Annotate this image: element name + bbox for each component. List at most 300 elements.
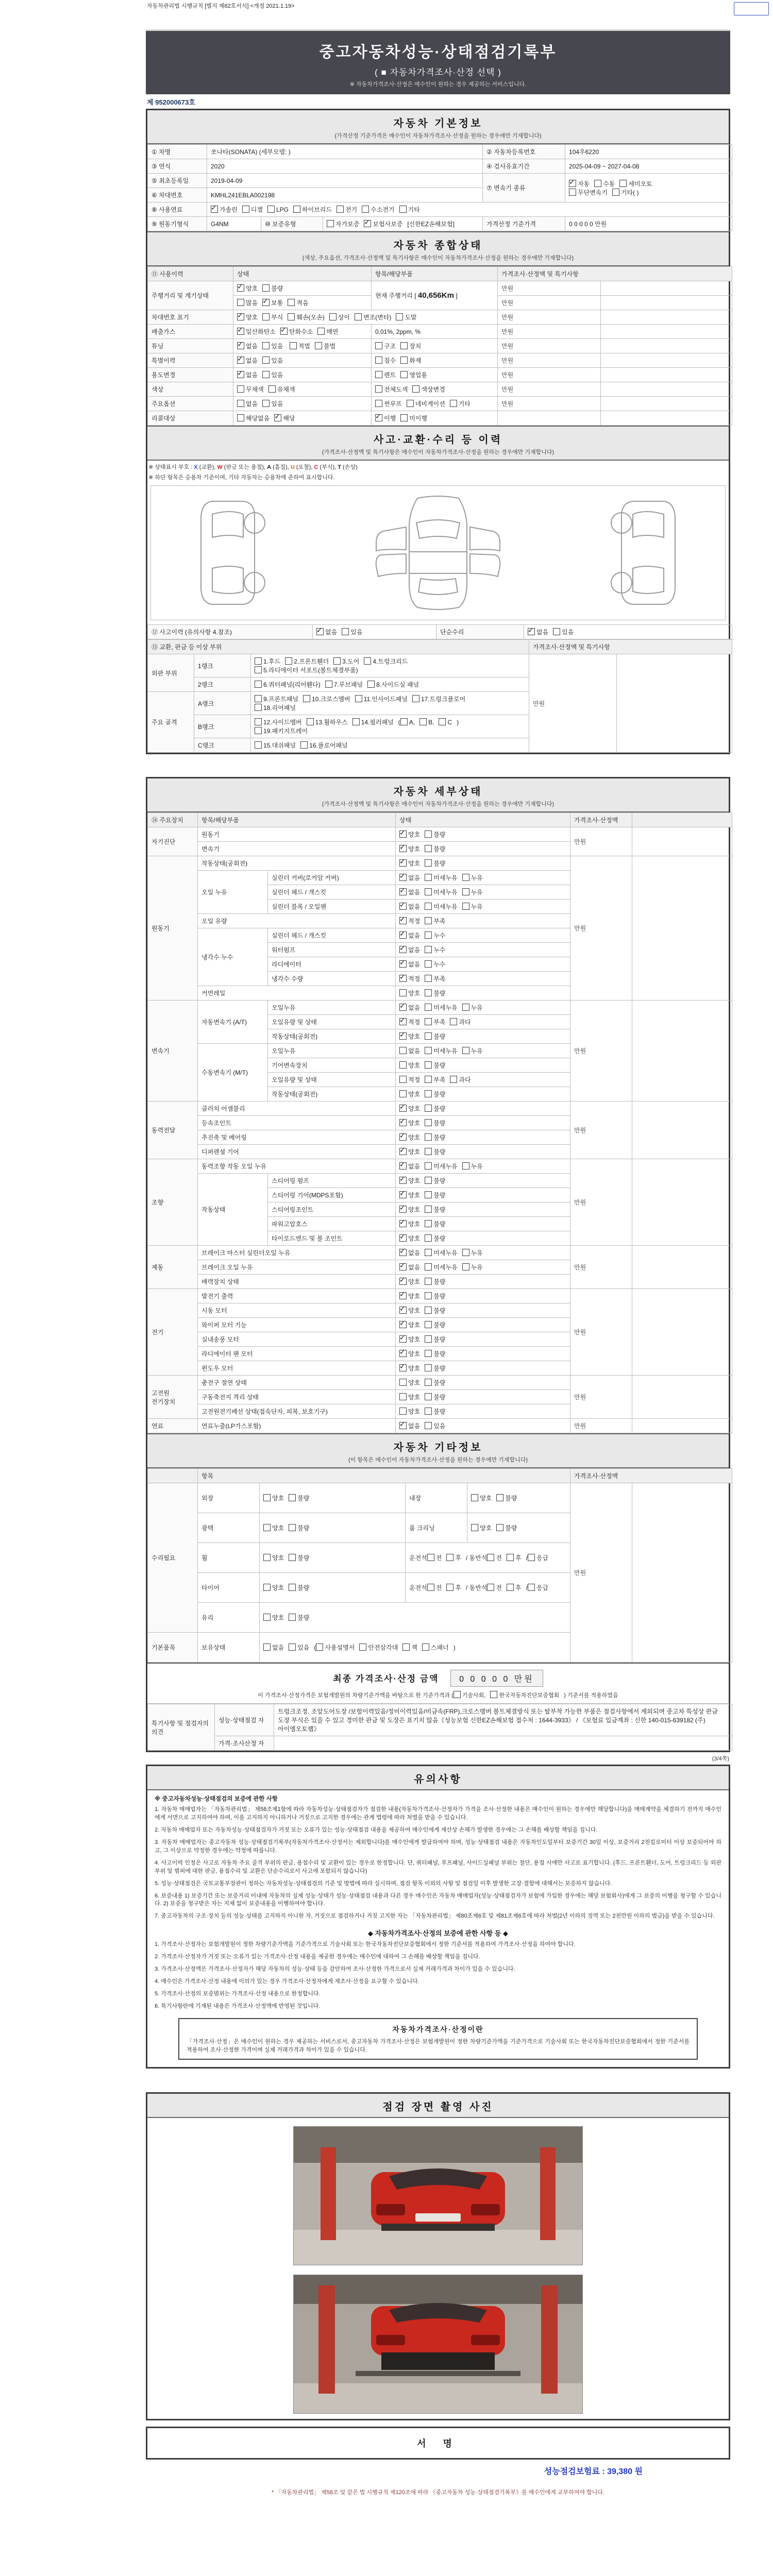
checkbox[interactable] <box>364 657 371 665</box>
checkbox-label: 디젤 <box>250 206 263 213</box>
checkbox[interactable] <box>399 1393 407 1400</box>
checkbox[interactable] <box>355 695 362 702</box>
table-cell: 색상 <box>148 382 233 397</box>
checkbox-label: 없음 <box>408 1422 421 1430</box>
table-cell: A랭크 <box>194 692 251 715</box>
checkbox[interactable] <box>507 1554 514 1561</box>
table-cell: 내장 <box>406 1483 467 1513</box>
checkbox[interactable] <box>399 1321 407 1328</box>
checkbox[interactable] <box>412 695 419 702</box>
checkbox-label: 양호 <box>408 1235 421 1242</box>
checkbox[interactable] <box>425 1234 432 1242</box>
checkbox[interactable] <box>507 1584 514 1591</box>
car-top-view-diagram <box>361 491 515 615</box>
checkbox[interactable] <box>399 931 407 939</box>
checkbox[interactable] <box>237 414 244 421</box>
table-cell <box>251 692 529 715</box>
checkbox[interactable] <box>399 960 407 968</box>
table-cell <box>233 353 372 368</box>
checkbox-label: 5.라디에이터 서포트(볼트체결부품) <box>263 667 358 674</box>
checkbox[interactable] <box>490 1691 497 1698</box>
table-cell <box>632 1159 732 1246</box>
column-header: 상태 <box>396 813 570 827</box>
checkbox[interactable] <box>528 1554 535 1561</box>
checkbox[interactable] <box>316 628 324 635</box>
checkbox[interactable] <box>400 357 408 364</box>
checkbox[interactable] <box>450 400 457 407</box>
checkbox[interactable] <box>425 1408 432 1415</box>
checkbox[interactable] <box>399 1263 407 1270</box>
checkbox[interactable] <box>487 1584 494 1591</box>
checkbox[interactable] <box>425 1076 432 1083</box>
checkbox[interactable] <box>446 1584 453 1591</box>
checkbox[interactable] <box>289 1643 296 1651</box>
checkbox[interactable] <box>399 1408 407 1415</box>
checkbox[interactable] <box>425 874 432 881</box>
checkbox[interactable] <box>425 1032 432 1040</box>
checkbox[interactable] <box>422 1643 429 1651</box>
page-marker: (3/4쪽) <box>712 1756 729 1762</box>
checkbox[interactable] <box>289 1554 296 1561</box>
checkbox-label: 불량 <box>433 1321 446 1329</box>
checkbox[interactable] <box>425 1047 432 1054</box>
checkbox[interactable] <box>569 189 576 196</box>
checkbox[interactable] <box>425 1249 432 1256</box>
checkbox[interactable] <box>553 628 560 635</box>
checkbox[interactable] <box>399 1018 407 1025</box>
checkbox[interactable] <box>255 657 262 665</box>
checkbox[interactable] <box>425 1364 432 1371</box>
checkbox[interactable] <box>274 414 281 421</box>
table-cell: 외장 <box>198 1483 260 1513</box>
checkbox[interactable] <box>425 1105 432 1112</box>
checkbox[interactable] <box>280 328 288 335</box>
checkbox[interactable] <box>293 206 300 213</box>
definition-body: 「가격조사·산정」은 매수인이 원하는 경우 제공하는 서비스로서, 중고자동차 가격조사·산정은 보험개발원이 정한 차량기준가액을 기준가격으로 기술사회 또는 한국자동차진단보증협회에서 정한 기준서를 적용하여 조사·산정한 가격이며 실제 거래가격과 차이가 있을 수 있습니다. <box>187 2038 690 2054</box>
frame-detail <box>146 777 730 1752</box>
checkbox-label: 불량 <box>433 1105 446 1112</box>
checkbox[interactable] <box>399 1177 407 1184</box>
checkbox[interactable] <box>255 727 262 734</box>
checkbox[interactable] <box>288 313 295 320</box>
checkbox-label: 양호 <box>246 314 258 321</box>
checkbox[interactable] <box>425 1321 432 1328</box>
checkbox[interactable] <box>399 1249 407 1256</box>
checkbox[interactable] <box>425 960 432 968</box>
checkbox[interactable] <box>425 989 432 996</box>
checkbox[interactable] <box>425 1061 432 1069</box>
checkbox[interactable] <box>399 859 407 867</box>
table-cell: 동력전달 <box>148 1101 198 1159</box>
checkbox[interactable] <box>399 1206 407 1213</box>
checkbox[interactable] <box>399 1133 407 1141</box>
checkbox[interactable] <box>255 704 262 711</box>
text: (교환), <box>197 464 217 470</box>
table-cell: 만원 <box>570 1376 632 1419</box>
checkbox[interactable] <box>375 385 382 393</box>
checkbox[interactable] <box>399 903 407 910</box>
checkbox[interactable] <box>237 357 244 364</box>
checkbox[interactable] <box>289 1494 296 1501</box>
checkbox[interactable] <box>399 1191 407 1198</box>
checkbox[interactable] <box>262 357 270 364</box>
checkbox[interactable] <box>289 1524 296 1531</box>
checkbox[interactable] <box>425 1119 432 1126</box>
checkbox[interactable] <box>399 1119 407 1126</box>
table-cell <box>396 842 570 856</box>
notice-item: 4. 사고이력 인정은 사고로 자동차 주요 골격 부위의 판금, 용접수리 및 교환이 있는 경우로 한정합니다. 단, 쿼터패널, 루프패널, 사이드실패널 부위는 절단, 용접 시에만 사고로 표기합니다. (후드, 프론트휀더, 도어, 트렁크리드 등 외판 부위 및 범퍼에 대한 판금, 용접수리 및 교환은 단순수리로서 사고에 포함되지 않습니다) <box>155 1859 721 1874</box>
checkbox[interactable] <box>316 1643 323 1651</box>
table-cell: 트렁크조정, 조앞도어도장 /보험이력있음/정비이력있음/비금속(FRP),크로스멤버 볼트체결방식 또는 탈부착 가능한 부품은 점검사항에서 제외되며 중고차 특성상 판금 도장 부식은 있을 수 있고 경미한 판금 및 도장은 표기치 않음《성능보험 신한EZ손해보험 접수처 : 1644-3933》 / 《보험료 입금계좌 : 신한 140-015-639182 (주)아이엠오토랩》 <box>274 1704 732 1736</box>
checkbox[interactable] <box>594 180 601 187</box>
inspection-photo-1 <box>293 2126 583 2265</box>
checkbox[interactable] <box>402 1643 410 1651</box>
definition-title: 자동차가격조사·산정이란 <box>392 2025 484 2033</box>
checkbox[interactable] <box>425 1379 432 1386</box>
checkbox[interactable] <box>255 666 262 673</box>
checkbox-label: 양호 <box>408 1177 421 1184</box>
checkbox-label: 누유 <box>470 903 483 910</box>
table-cell: 브레이크 마스터 실린더오일 누유 <box>198 1246 396 1260</box>
checkbox[interactable] <box>425 917 432 924</box>
checkbox[interactable] <box>375 357 382 364</box>
checkbox[interactable] <box>399 1335 407 1343</box>
checkbox-label: 양호 <box>408 1148 421 1156</box>
checkbox-label: 없음 <box>246 400 258 408</box>
checkbox[interactable] <box>425 1191 432 1198</box>
checkbox-label: 없음 <box>325 629 338 636</box>
checkbox[interactable] <box>462 1263 469 1270</box>
checkbox[interactable] <box>399 1422 407 1429</box>
checkbox[interactable] <box>303 695 310 702</box>
checkbox[interactable] <box>425 1090 432 1097</box>
checkbox-label: 미세누유 <box>433 889 458 896</box>
checkbox[interactable] <box>425 1148 432 1155</box>
checkbox[interactable] <box>399 1105 407 1112</box>
checkbox[interactable] <box>399 1292 407 1299</box>
checkbox-label: 6.쿼터패널(리어휀다) <box>263 681 321 688</box>
checkbox-label: 상이 <box>338 314 350 321</box>
checkbox-label: C <box>447 719 452 726</box>
document-title-box <box>146 29 730 94</box>
checkbox[interactable] <box>255 741 262 749</box>
checkbox[interactable] <box>425 1278 432 1285</box>
checkbox[interactable] <box>569 180 576 187</box>
checkbox[interactable] <box>399 1307 407 1314</box>
checkbox[interactable] <box>237 385 244 393</box>
checkbox-label: 3.도어 <box>342 658 360 665</box>
checkbox[interactable] <box>425 1335 432 1343</box>
checkbox[interactable] <box>612 189 619 196</box>
table-cell <box>233 411 372 426</box>
checkbox[interactable] <box>367 681 375 688</box>
checkbox-label: 없음 <box>408 946 421 954</box>
checkbox[interactable] <box>471 1494 478 1501</box>
checkbox[interactable] <box>462 1249 469 1256</box>
checkbox[interactable] <box>262 299 270 306</box>
checkbox-label: 불량 <box>433 1221 446 1228</box>
checkbox-label: 14.필러패널 <box>361 719 394 726</box>
checkbox[interactable] <box>425 931 432 939</box>
checkbox[interactable] <box>425 1393 432 1400</box>
checkbox[interactable] <box>352 718 360 725</box>
checkbox[interactable] <box>399 1220 407 1227</box>
checkbox[interactable] <box>399 874 407 881</box>
checkbox[interactable] <box>446 1554 453 1561</box>
checkbox[interactable] <box>453 1691 461 1698</box>
checkbox[interactable] <box>237 313 244 320</box>
checkbox[interactable] <box>399 989 407 996</box>
column-header: ⑭ 주요장치 <box>148 813 198 827</box>
checkbox[interactable] <box>329 313 337 320</box>
checkbox[interactable] <box>400 371 408 378</box>
checkbox[interactable] <box>425 859 432 867</box>
checkbox-label: 보통 <box>271 299 283 307</box>
checkbox[interactable] <box>399 1061 407 1069</box>
checkbox[interactable] <box>399 831 407 838</box>
checkbox[interactable] <box>375 371 382 378</box>
checkbox[interactable] <box>262 371 270 378</box>
checkbox[interactable] <box>487 1554 494 1561</box>
checkbox[interactable] <box>375 400 382 407</box>
checkbox[interactable] <box>288 299 295 306</box>
table-cell <box>396 1188 570 1202</box>
checkbox[interactable] <box>255 681 262 688</box>
checkbox[interactable] <box>462 1004 469 1011</box>
checkbox[interactable] <box>399 1047 407 1054</box>
table-cell <box>207 202 732 217</box>
checkbox[interactable] <box>425 1177 432 1184</box>
checkbox[interactable] <box>427 1554 434 1561</box>
checkbox[interactable] <box>333 657 341 665</box>
checkbox[interactable] <box>399 1090 407 1097</box>
checkbox[interactable] <box>619 180 627 187</box>
checkbox[interactable] <box>450 1018 457 1025</box>
checkbox[interactable] <box>425 903 432 910</box>
checkbox[interactable] <box>262 313 270 320</box>
checkbox[interactable] <box>237 342 244 349</box>
checkbox[interactable] <box>263 1643 271 1651</box>
checkbox[interactable] <box>399 1032 407 1040</box>
table-cell: 배출가스 <box>148 325 233 339</box>
checkbox-label: 누수 <box>433 932 446 939</box>
checkbox[interactable] <box>325 681 332 688</box>
checkbox-label: 11.인사이드패널 <box>363 696 408 703</box>
text: ) <box>453 1644 456 1651</box>
checkbox[interactable] <box>425 1220 432 1227</box>
table-cell: 만원 <box>570 1246 632 1289</box>
checkbox[interactable] <box>362 206 369 213</box>
notice-item: 1. 자동차 매매업자는 「자동차관리법」 제58조제1항에 따라 자동차성능·상태점검자가 점검한 내용(자동차가격조사·산정자가 가격을 조사·산정한 내용은 매수인이 원하는 경우에만 해당합니다)을 매매계약을 체결하기 전까지 매수인에게 서면으로 고지하여야 하며, 이를 고지하지 아니하거나 거짓으로 고지한 경우에는 관계 법령에 따라 처벌을 받을 수 있습니다. <box>155 1806 721 1821</box>
checkbox-label: 양호 <box>408 1221 421 1228</box>
checkbox[interactable] <box>396 313 403 320</box>
checkbox[interactable] <box>425 1307 432 1314</box>
checkbox[interactable] <box>425 1018 432 1025</box>
table-cell: 오일누유 <box>268 1044 396 1058</box>
text: (흠집), <box>271 464 291 470</box>
checkbox[interactable] <box>242 206 249 213</box>
checkbox[interactable] <box>399 1278 407 1285</box>
checkbox[interactable] <box>355 313 362 320</box>
checkbox[interactable] <box>399 1234 407 1242</box>
table-cell <box>233 382 372 397</box>
checkbox[interactable] <box>267 206 275 213</box>
checkbox[interactable] <box>399 206 407 213</box>
checkbox[interactable] <box>439 718 446 725</box>
table-cell: 만원 <box>529 654 617 753</box>
checkbox[interactable] <box>307 718 314 725</box>
table-cell: ① 차명 <box>148 145 207 159</box>
checkbox[interactable] <box>462 874 469 881</box>
checkbox-label: 색상변경 <box>421 386 445 393</box>
checkbox[interactable] <box>263 1494 271 1501</box>
checkbox[interactable] <box>399 1004 407 1011</box>
checkbox-label: 무채색 <box>246 386 264 393</box>
table-cell: 만원 <box>498 353 601 368</box>
checkbox[interactable] <box>364 220 371 227</box>
checkbox[interactable] <box>262 342 270 349</box>
checkbox[interactable] <box>425 1133 432 1141</box>
checkbox[interactable] <box>425 1206 432 1213</box>
checkbox[interactable] <box>237 299 244 306</box>
table-cell <box>233 368 372 382</box>
checkbox[interactable] <box>300 741 308 749</box>
checkbox-label: 불량 <box>433 860 446 867</box>
checkbox[interactable] <box>399 975 407 982</box>
table-cell: 작동상태(공회전) <box>268 1029 396 1044</box>
text: X <box>194 464 198 470</box>
checkbox[interactable] <box>462 1047 469 1054</box>
top-right-badge[interactable] <box>734 2 769 15</box>
checkbox[interactable] <box>399 1379 407 1386</box>
table-cell: 2019-04-09 <box>207 174 483 188</box>
table-cell <box>251 654 529 677</box>
checkbox[interactable] <box>317 328 325 335</box>
table-cell: 조향 <box>148 1159 198 1246</box>
table-cell <box>396 928 570 943</box>
checkbox[interactable] <box>255 718 262 725</box>
checkbox[interactable] <box>237 328 244 335</box>
checkbox[interactable] <box>327 220 334 227</box>
checkbox[interactable] <box>462 903 469 910</box>
checkbox[interactable] <box>425 845 432 852</box>
table-cell <box>396 1231 570 1246</box>
checkbox[interactable] <box>342 628 349 635</box>
checkbox[interactable] <box>255 695 262 702</box>
checkbox[interactable] <box>289 1584 296 1591</box>
checkbox[interactable] <box>399 946 407 953</box>
checkbox[interactable] <box>425 1263 432 1270</box>
checkbox[interactable] <box>315 342 322 349</box>
checkbox[interactable] <box>375 342 382 349</box>
checkbox[interactable] <box>262 284 270 292</box>
checkbox[interactable] <box>399 1148 407 1155</box>
checkbox[interactable] <box>399 845 407 852</box>
table-cell <box>396 1419 570 1433</box>
checkbox[interactable] <box>337 206 344 213</box>
table-cell <box>396 1174 570 1188</box>
checkbox[interactable] <box>400 342 408 349</box>
checkbox[interactable] <box>425 975 432 982</box>
checkbox[interactable] <box>399 888 407 895</box>
checkbox[interactable] <box>400 414 408 421</box>
checkbox-label: 불량 <box>433 990 446 997</box>
checkbox[interactable] <box>268 385 276 393</box>
checkbox[interactable] <box>399 1162 407 1170</box>
checkbox[interactable] <box>425 1162 432 1170</box>
checkbox[interactable] <box>427 1584 434 1591</box>
checkbox[interactable] <box>471 1524 478 1531</box>
checkbox[interactable] <box>263 1614 271 1621</box>
checkbox[interactable] <box>399 917 407 924</box>
checkbox[interactable] <box>496 1494 503 1501</box>
checkbox[interactable] <box>496 1524 503 1531</box>
checkbox[interactable] <box>425 831 432 838</box>
section-notice-header <box>147 1766 729 1790</box>
checkbox[interactable] <box>285 657 292 665</box>
checkbox[interactable] <box>462 888 469 895</box>
table-cell: 용도변경 <box>148 368 233 382</box>
checkbox[interactable] <box>290 342 297 349</box>
checkbox[interactable] <box>263 1524 271 1531</box>
table-cell <box>601 339 732 353</box>
checkbox[interactable] <box>237 284 244 292</box>
checkbox[interactable] <box>237 400 244 407</box>
checkbox[interactable] <box>419 718 427 725</box>
checkbox-label: 양호 <box>408 1379 421 1386</box>
checkbox[interactable] <box>237 371 244 378</box>
checkbox-label: 스패너 <box>430 1644 449 1651</box>
checkbox[interactable] <box>399 1350 407 1357</box>
table-cell: 룸 크리닝 <box>406 1513 467 1543</box>
checkbox[interactable] <box>528 1584 535 1591</box>
checkbox-label: 7.루브패널 <box>333 681 363 688</box>
table-cell <box>601 310 732 325</box>
checkbox[interactable] <box>359 1643 366 1651</box>
checkbox[interactable] <box>425 888 432 895</box>
table-cell: 만원 <box>570 1001 632 1101</box>
checkbox[interactable] <box>211 206 218 213</box>
text: W <box>217 464 223 470</box>
table-cell <box>396 1145 570 1159</box>
checkbox[interactable] <box>425 1292 432 1299</box>
checkbox[interactable] <box>400 718 408 725</box>
table-cell <box>498 411 601 426</box>
checkbox[interactable] <box>412 385 419 393</box>
applied-standard <box>147 1691 729 1699</box>
checkbox[interactable] <box>399 1364 407 1371</box>
checkbox[interactable] <box>425 946 432 953</box>
final-price-box <box>147 1663 729 1704</box>
checkbox[interactable] <box>425 1004 432 1011</box>
checkbox[interactable] <box>375 414 382 421</box>
checkbox[interactable] <box>262 400 270 407</box>
checkbox[interactable] <box>425 1422 432 1429</box>
checkbox[interactable] <box>528 628 535 635</box>
checkbox[interactable] <box>462 1162 469 1170</box>
checkbox[interactable] <box>407 400 414 407</box>
text: 40,656Km <box>417 291 454 300</box>
checkbox-label: 부족 <box>433 1019 446 1026</box>
checkbox[interactable] <box>289 1614 296 1621</box>
table-cell: 만원 <box>498 397 601 411</box>
checkbox[interactable] <box>263 1554 271 1561</box>
document-subtitle: ( ■ 자동차가격조사·산정 선택 ) <box>375 67 501 77</box>
checkbox[interactable] <box>425 1350 432 1357</box>
checkbox[interactable] <box>450 1076 457 1083</box>
checkbox[interactable] <box>263 1584 271 1591</box>
checkbox[interactable] <box>399 1076 407 1083</box>
